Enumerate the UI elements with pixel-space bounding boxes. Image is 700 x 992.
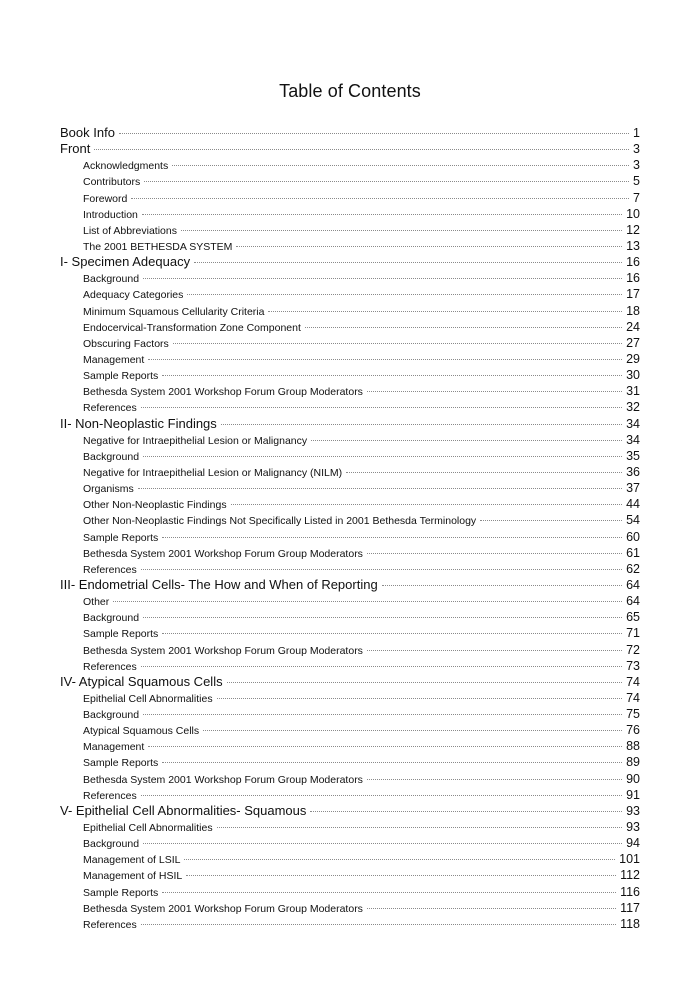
dot-leader (194, 262, 622, 263)
toc-entry-label: V- Epithelial Cell Abnormalities- Squamous (60, 802, 307, 818)
toc-page-number: 64 (626, 577, 640, 592)
toc-subsection-entry[interactable] (60, 529, 640, 545)
toc-entry-label: I- Specimen Adequacy (60, 254, 191, 270)
toc-entry-label: Introduction (83, 208, 138, 221)
toc-subsection-entry[interactable] (60, 399, 640, 415)
toc-subsection-entry[interactable] (60, 851, 640, 867)
toc-entry-label: Acknowledgments (83, 160, 169, 173)
toc-subsection-entry[interactable] (60, 173, 640, 189)
toc-page-number: 64 (626, 594, 640, 609)
toc-subsection-entry[interactable] (60, 335, 640, 351)
toc-entry-label: Adequacy Categories (83, 289, 184, 302)
toc-subsection-entry[interactable] (60, 157, 640, 173)
toc-page-number: 76 (626, 723, 640, 738)
toc-subsection-entry[interactable] (60, 496, 640, 512)
dot-leader (227, 682, 623, 683)
toc-subsection-entry[interactable] (60, 222, 640, 238)
dot-leader (346, 472, 622, 473)
toc-section-entry[interactable] (60, 416, 640, 432)
toc-entry-label: Sample Reports (83, 370, 159, 383)
toc-page-number: 44 (626, 497, 640, 512)
toc-subsection-entry[interactable] (60, 432, 640, 448)
dot-leader (268, 311, 622, 312)
dot-leader (141, 795, 622, 796)
toc-subsection-entry[interactable] (60, 206, 640, 222)
toc-page-number: 94 (626, 836, 640, 851)
dot-leader (141, 407, 622, 408)
toc-page-number: 34 (626, 432, 640, 447)
toc-entry-label: References (83, 402, 137, 415)
toc-subsection-entry[interactable] (60, 303, 640, 319)
dot-leader (480, 520, 622, 521)
toc-page-number: 34 (626, 416, 640, 431)
toc-page-number: 1 (633, 126, 640, 140)
toc-page-number: 112 (620, 868, 640, 883)
toc-entry-label: III- Endometrial Cells- The How and When of Reporting (60, 576, 378, 592)
toc-page-number: 32 (626, 400, 640, 415)
toc-subsection-entry[interactable] (60, 512, 640, 528)
toc-subsection-entry[interactable] (60, 319, 640, 335)
dot-leader (141, 924, 616, 925)
toc-page-number: 37 (626, 481, 640, 496)
dot-leader (187, 294, 622, 295)
toc-entry-label: List of Abbreviations (83, 224, 177, 237)
toc-page-number: 73 (626, 658, 640, 673)
toc-subsection-entry[interactable] (60, 722, 640, 738)
toc-page-number: 62 (626, 561, 640, 576)
page-title: Table of Contents (279, 81, 421, 101)
toc-page-number: 74 (626, 674, 640, 689)
toc-section-entry[interactable] (60, 577, 640, 593)
dot-leader (367, 908, 616, 909)
dot-leader (221, 424, 622, 425)
dot-leader (367, 779, 622, 780)
toc-subsection-entry[interactable] (60, 286, 640, 302)
dot-leader (144, 181, 629, 182)
toc-entry-label: Front (60, 141, 91, 157)
toc-page-number: 3 (633, 158, 640, 173)
toc-subsection-entry[interactable] (60, 819, 640, 835)
toc-subsection-entry[interactable] (60, 593, 640, 609)
toc-subsection-entry[interactable] (60, 835, 640, 851)
toc-entry-label: Background (83, 273, 140, 286)
toc-entry-label: Organisms (83, 483, 134, 496)
toc-entry-label: Contributors (83, 176, 141, 189)
toc-subsection-entry[interactable] (60, 238, 640, 254)
toc-entry-label: Obscuring Factors (83, 337, 169, 350)
dot-leader (367, 391, 622, 392)
toc-page-number: 29 (626, 351, 640, 366)
toc-entry-label: Book Info (60, 125, 115, 140)
toc-subsection-entry[interactable] (60, 706, 640, 722)
toc-page-number: 5 (633, 174, 640, 189)
toc-entry-label: Sample Reports (83, 628, 159, 641)
toc-subsection-entry[interactable] (60, 464, 640, 480)
toc-entry-label: Negative for Intraepithelial Lesion or Malignancy (83, 434, 308, 447)
toc-entry-label: Management of HSIL (83, 870, 183, 883)
toc-page-number: 65 (626, 610, 640, 625)
dot-leader (148, 359, 622, 360)
toc-entry-label: Sample Reports (83, 531, 159, 544)
dot-leader (367, 650, 622, 651)
toc-page-number: 91 (626, 787, 640, 802)
toc-entry-label: Epithelial Cell Abnormalities (83, 822, 213, 835)
toc-subsection-entry[interactable] (60, 642, 640, 658)
toc-page-number: 3 (633, 142, 640, 157)
toc-page-number: 101 (619, 852, 640, 867)
toc-subsection-entry[interactable] (60, 351, 640, 367)
dot-leader (305, 327, 622, 328)
toc-entry-label: Other (83, 596, 110, 609)
dot-leader (162, 892, 616, 893)
dot-leader (143, 456, 622, 457)
toc-entry-label: II- Non-Neoplastic Findings (60, 415, 217, 431)
toc-entry-label: Bethesda System 2001 Workshop Forum Group Moderators (83, 386, 363, 399)
toc-entry-label: References (83, 918, 137, 931)
toc-entry-label: References (83, 563, 137, 576)
toc-page-number: 93 (626, 803, 640, 818)
dot-leader (143, 278, 622, 279)
dot-leader (186, 875, 616, 876)
toc-page-number: 7 (633, 190, 640, 205)
toc-page-number: 27 (626, 335, 640, 350)
toc-subsection-entry[interactable] (60, 545, 640, 561)
toc-subsection-entry[interactable] (60, 900, 640, 916)
dot-leader (311, 440, 622, 441)
toc-entry-label: Management (83, 353, 145, 366)
toc-page-number: 89 (626, 755, 640, 770)
toc-entry-label: Bethesda System 2001 Workshop Forum Group Moderators (83, 902, 363, 915)
toc-section-entry[interactable] (60, 141, 640, 157)
toc-page-number: 16 (626, 271, 640, 286)
toc-entry-label: Other Non-Neoplastic Findings (83, 499, 227, 512)
dot-leader (217, 698, 623, 699)
dot-leader (94, 149, 629, 150)
toc-entry-label: Background (83, 838, 140, 851)
toc-entry-label: Background (83, 612, 140, 625)
dot-leader (203, 730, 622, 731)
toc-page-number: 24 (626, 319, 640, 334)
dot-leader (143, 843, 622, 844)
toc-entry-label: Bethesda System 2001 Workshop Forum Group Moderators (83, 547, 363, 560)
toc-entry-label: Background (83, 450, 140, 463)
toc-page-number: 74 (626, 690, 640, 705)
toc-page-number: 61 (626, 545, 640, 560)
toc-entry-label: Management (83, 741, 145, 754)
toc-page-number: 71 (626, 626, 640, 641)
toc-subsection-entry[interactable] (60, 367, 640, 383)
dot-leader (131, 198, 629, 199)
toc-section-entry[interactable] (60, 803, 640, 819)
toc-entry-label: Foreword (83, 192, 128, 205)
toc-subsection-entry[interactable] (60, 609, 640, 625)
toc-entry-label: Bethesda System 2001 Workshop Forum Group Moderators (83, 644, 363, 657)
toc-subsection-entry[interactable] (60, 884, 640, 900)
toc-entry-label: The 2001 BETHESDA SYSTEM (83, 240, 233, 253)
table-of-contents (60, 125, 640, 932)
toc-entry-label: References (83, 660, 137, 673)
dot-leader (162, 537, 622, 538)
dot-leader (141, 666, 622, 667)
toc-subsection-entry[interactable] (60, 787, 640, 803)
toc-subsection-entry[interactable] (60, 771, 640, 787)
toc-section-entry[interactable] (60, 125, 640, 141)
toc-page-number: 13 (626, 238, 640, 253)
dot-leader (382, 585, 622, 586)
toc-page-number: 16 (626, 255, 640, 270)
toc-page-number: 31 (626, 384, 640, 399)
dot-leader (172, 165, 629, 166)
dot-leader (143, 714, 622, 715)
toc-entry-label: Sample Reports (83, 757, 159, 770)
dot-leader (184, 859, 615, 860)
dot-leader (143, 617, 622, 618)
toc-subsection-entry[interactable] (60, 448, 640, 464)
toc-page-number: 36 (626, 464, 640, 479)
dot-leader (181, 230, 622, 231)
dot-leader (113, 601, 622, 602)
toc-entry-label: Bethesda System 2001 Workshop Forum Group Moderators (83, 773, 363, 786)
dot-leader (236, 246, 622, 247)
dot-leader (162, 633, 622, 634)
dot-leader (231, 504, 623, 505)
toc-entry-label: Sample Reports (83, 886, 159, 899)
toc-subsection-entry[interactable] (60, 916, 640, 932)
dot-leader (119, 133, 629, 134)
dot-leader (138, 488, 622, 489)
dot-leader (310, 811, 622, 812)
toc-entry-label: Endocervical-Transformation Zone Component (83, 321, 301, 334)
toc-subsection-entry[interactable] (60, 738, 640, 754)
toc-subsection-entry[interactable] (60, 561, 640, 577)
toc-page-number: 90 (626, 771, 640, 786)
toc-page-number: 12 (626, 222, 640, 237)
toc-page-number: 117 (620, 900, 640, 915)
dot-leader (217, 827, 623, 828)
toc-entry-label: Other Non-Neoplastic Findings Not Specifically Listed in 2001 Bethesda Terminology (83, 515, 477, 528)
toc-subsection-entry[interactable] (60, 190, 640, 206)
toc-entry-label: Management of LSIL (83, 854, 181, 867)
toc-page-number: 35 (626, 448, 640, 463)
toc-entry-label: References (83, 789, 137, 802)
toc-page-number: 30 (626, 368, 640, 383)
toc-subsection-entry[interactable] (60, 867, 640, 883)
toc-entry-label: IV- Atypical Squamous Cells (60, 673, 223, 689)
toc-page-number: 60 (626, 529, 640, 544)
toc-page-number: 116 (620, 884, 640, 899)
toc-entry-label: Negative for Intraepithelial Lesion or Malignancy (NILM) (83, 466, 343, 479)
dot-leader (162, 375, 622, 376)
toc-page-number: 54 (626, 513, 640, 528)
toc-subsection-entry[interactable] (60, 480, 640, 496)
toc-subsection-entry[interactable] (60, 270, 640, 286)
toc-entry-label: Background (83, 709, 140, 722)
toc-subsection-entry[interactable] (60, 383, 640, 399)
toc-page-number: 10 (626, 206, 640, 221)
toc-subsection-entry[interactable] (60, 625, 640, 641)
toc-page-number: 75 (626, 707, 640, 722)
toc-page-number: 88 (626, 739, 640, 754)
toc-entry-label: Minimum Squamous Cellularity Criteria (83, 305, 265, 318)
toc-page-number: 18 (626, 303, 640, 318)
toc-page-number: 118 (620, 916, 640, 931)
dot-leader (142, 214, 622, 215)
dot-leader (148, 746, 622, 747)
dot-leader (162, 762, 622, 763)
toc-entry-label: Epithelial Cell Abnormalities (83, 692, 213, 705)
toc-page-number: 72 (626, 642, 640, 657)
toc-subsection-entry[interactable] (60, 754, 640, 770)
dot-leader (173, 343, 622, 344)
toc-section-entry[interactable] (60, 254, 640, 270)
toc-subsection-entry[interactable] (60, 690, 640, 706)
dot-leader (367, 553, 622, 554)
toc-subsection-entry[interactable] (60, 658, 640, 674)
toc-section-entry[interactable] (60, 674, 640, 690)
toc-page-number: 93 (626, 820, 640, 835)
toc-entry-label: Atypical Squamous Cells (83, 725, 200, 738)
dot-leader (141, 569, 622, 570)
toc-page-number: 17 (626, 287, 640, 302)
